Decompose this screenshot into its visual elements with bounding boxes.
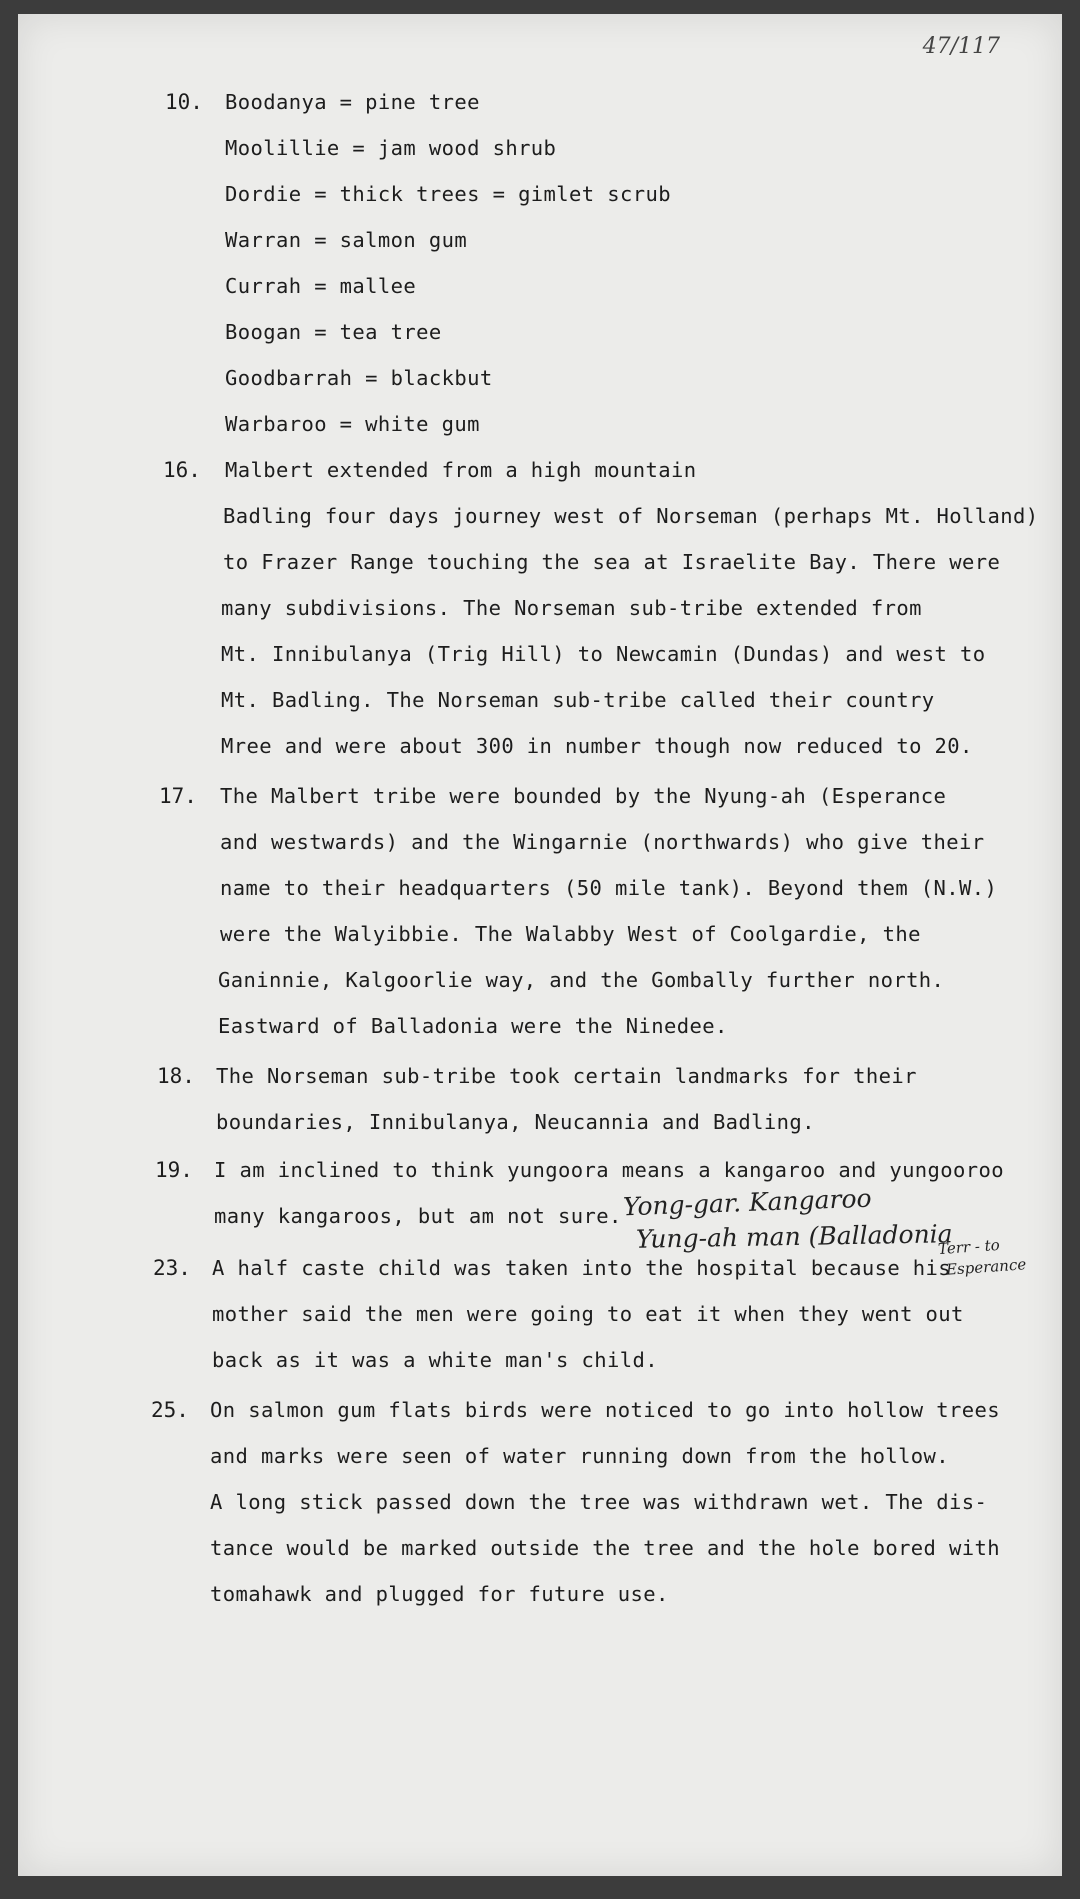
item-number-19: 19. — [155, 1158, 193, 1182]
paragraph-line: Badling four days journey west of Norseman (perhaps Mt. Holland) — [223, 504, 1039, 528]
handwritten-note: Yong-gar. Kangaroo — [622, 1183, 873, 1222]
document-page — [18, 14, 1062, 1876]
paragraph-line: Mree and were about 300 in number though now reduced to 20. — [221, 734, 973, 758]
paragraph-line: Malbert extended from a high mountain — [225, 458, 697, 482]
handwritten-note: Terr - to — [937, 1235, 1001, 1259]
paragraph-line: tomahawk and plugged for future use. — [210, 1582, 669, 1606]
vocab-line: Currah = mallee — [225, 274, 417, 298]
paragraph-line: I am inclined to think yungoora means a kangaroo and yungooroo — [214, 1158, 1005, 1182]
vocab-line: Dordie = thick trees = gimlet scrub — [225, 182, 671, 206]
paragraph-line: A long stick passed down the tree was withdrawn wet. The dis- — [210, 1490, 988, 1514]
vocab-line: Moolillie = jam wood shrub — [225, 136, 557, 160]
paragraph-line: Eastward of Balladonia were the Ninedee. — [218, 1014, 728, 1038]
paragraph-line: tance would be marked outside the tree and the hole bored with — [210, 1536, 1001, 1560]
paragraph-line: The Malbert tribe were bounded by the Nyung-ah (Esperance — [220, 784, 947, 808]
handwritten-note: Esperance — [945, 1255, 1027, 1279]
paragraph-line: were the Walyibbie. The Walabby West of Coolgardie, the — [220, 922, 921, 946]
item-number-16: 16. — [163, 458, 201, 482]
vocab-line: Warbaroo = white gum — [225, 412, 480, 436]
page-number: 47/117 — [922, 34, 1000, 59]
vocab-line: Goodbarrah = blackbut — [225, 366, 493, 390]
handwritten-note: Yung-ah man (Balladonia — [635, 1219, 953, 1254]
paragraph-line: Mt. Badling. The Norseman sub-tribe called their country — [221, 688, 935, 712]
paragraph-line: Mt. Innibulanya (Trig Hill) to Newcamin (Dundas) and west to — [221, 642, 986, 666]
paragraph-line: The Norseman sub-tribe took certain landmarks for their — [216, 1064, 917, 1088]
paragraph-line: Ganinnie, Kalgoorlie way, and the Gombally further north. — [218, 968, 945, 992]
paragraph-line: to Frazer Range touching the sea at Israelite Bay. There were — [223, 550, 1001, 574]
paragraph-line: many subdivisions. The Norseman sub-tribe extended from — [221, 596, 922, 620]
item-number-25: 25. — [151, 1398, 189, 1422]
paragraph-line: many kangaroos, but am not sure. — [214, 1204, 622, 1228]
paragraph-line: boundaries, Innibulanya, Neucannia and Badling. — [216, 1110, 815, 1134]
paragraph-line: A half caste child was taken into the hospital because his — [212, 1256, 952, 1280]
paragraph-line: name to their headquarters (50 mile tank). Beyond them (N.W.) — [220, 876, 998, 900]
item-number-18: 18. — [157, 1064, 195, 1088]
paragraph-line: mother said the men were going to eat it when they went out — [212, 1302, 964, 1326]
paragraph-line: back as it was a white man's child. — [212, 1348, 658, 1372]
paragraph-line: and westwards) and the Wingarnie (northwards) who give their — [220, 830, 985, 854]
item-number-23: 23. — [153, 1256, 191, 1280]
item-number-10: 10. — [165, 90, 203, 114]
vocab-line: Boodanya = pine tree — [225, 90, 480, 114]
paragraph-line: On salmon gum flats birds were noticed to go into hollow trees — [210, 1398, 1001, 1422]
vocab-line: Boogan = tea tree — [225, 320, 442, 344]
vocab-line: Warran = salmon gum — [225, 228, 468, 252]
paragraph-line: and marks were seen of water running down from the hollow. — [210, 1444, 950, 1468]
item-number-17: 17. — [159, 784, 197, 808]
